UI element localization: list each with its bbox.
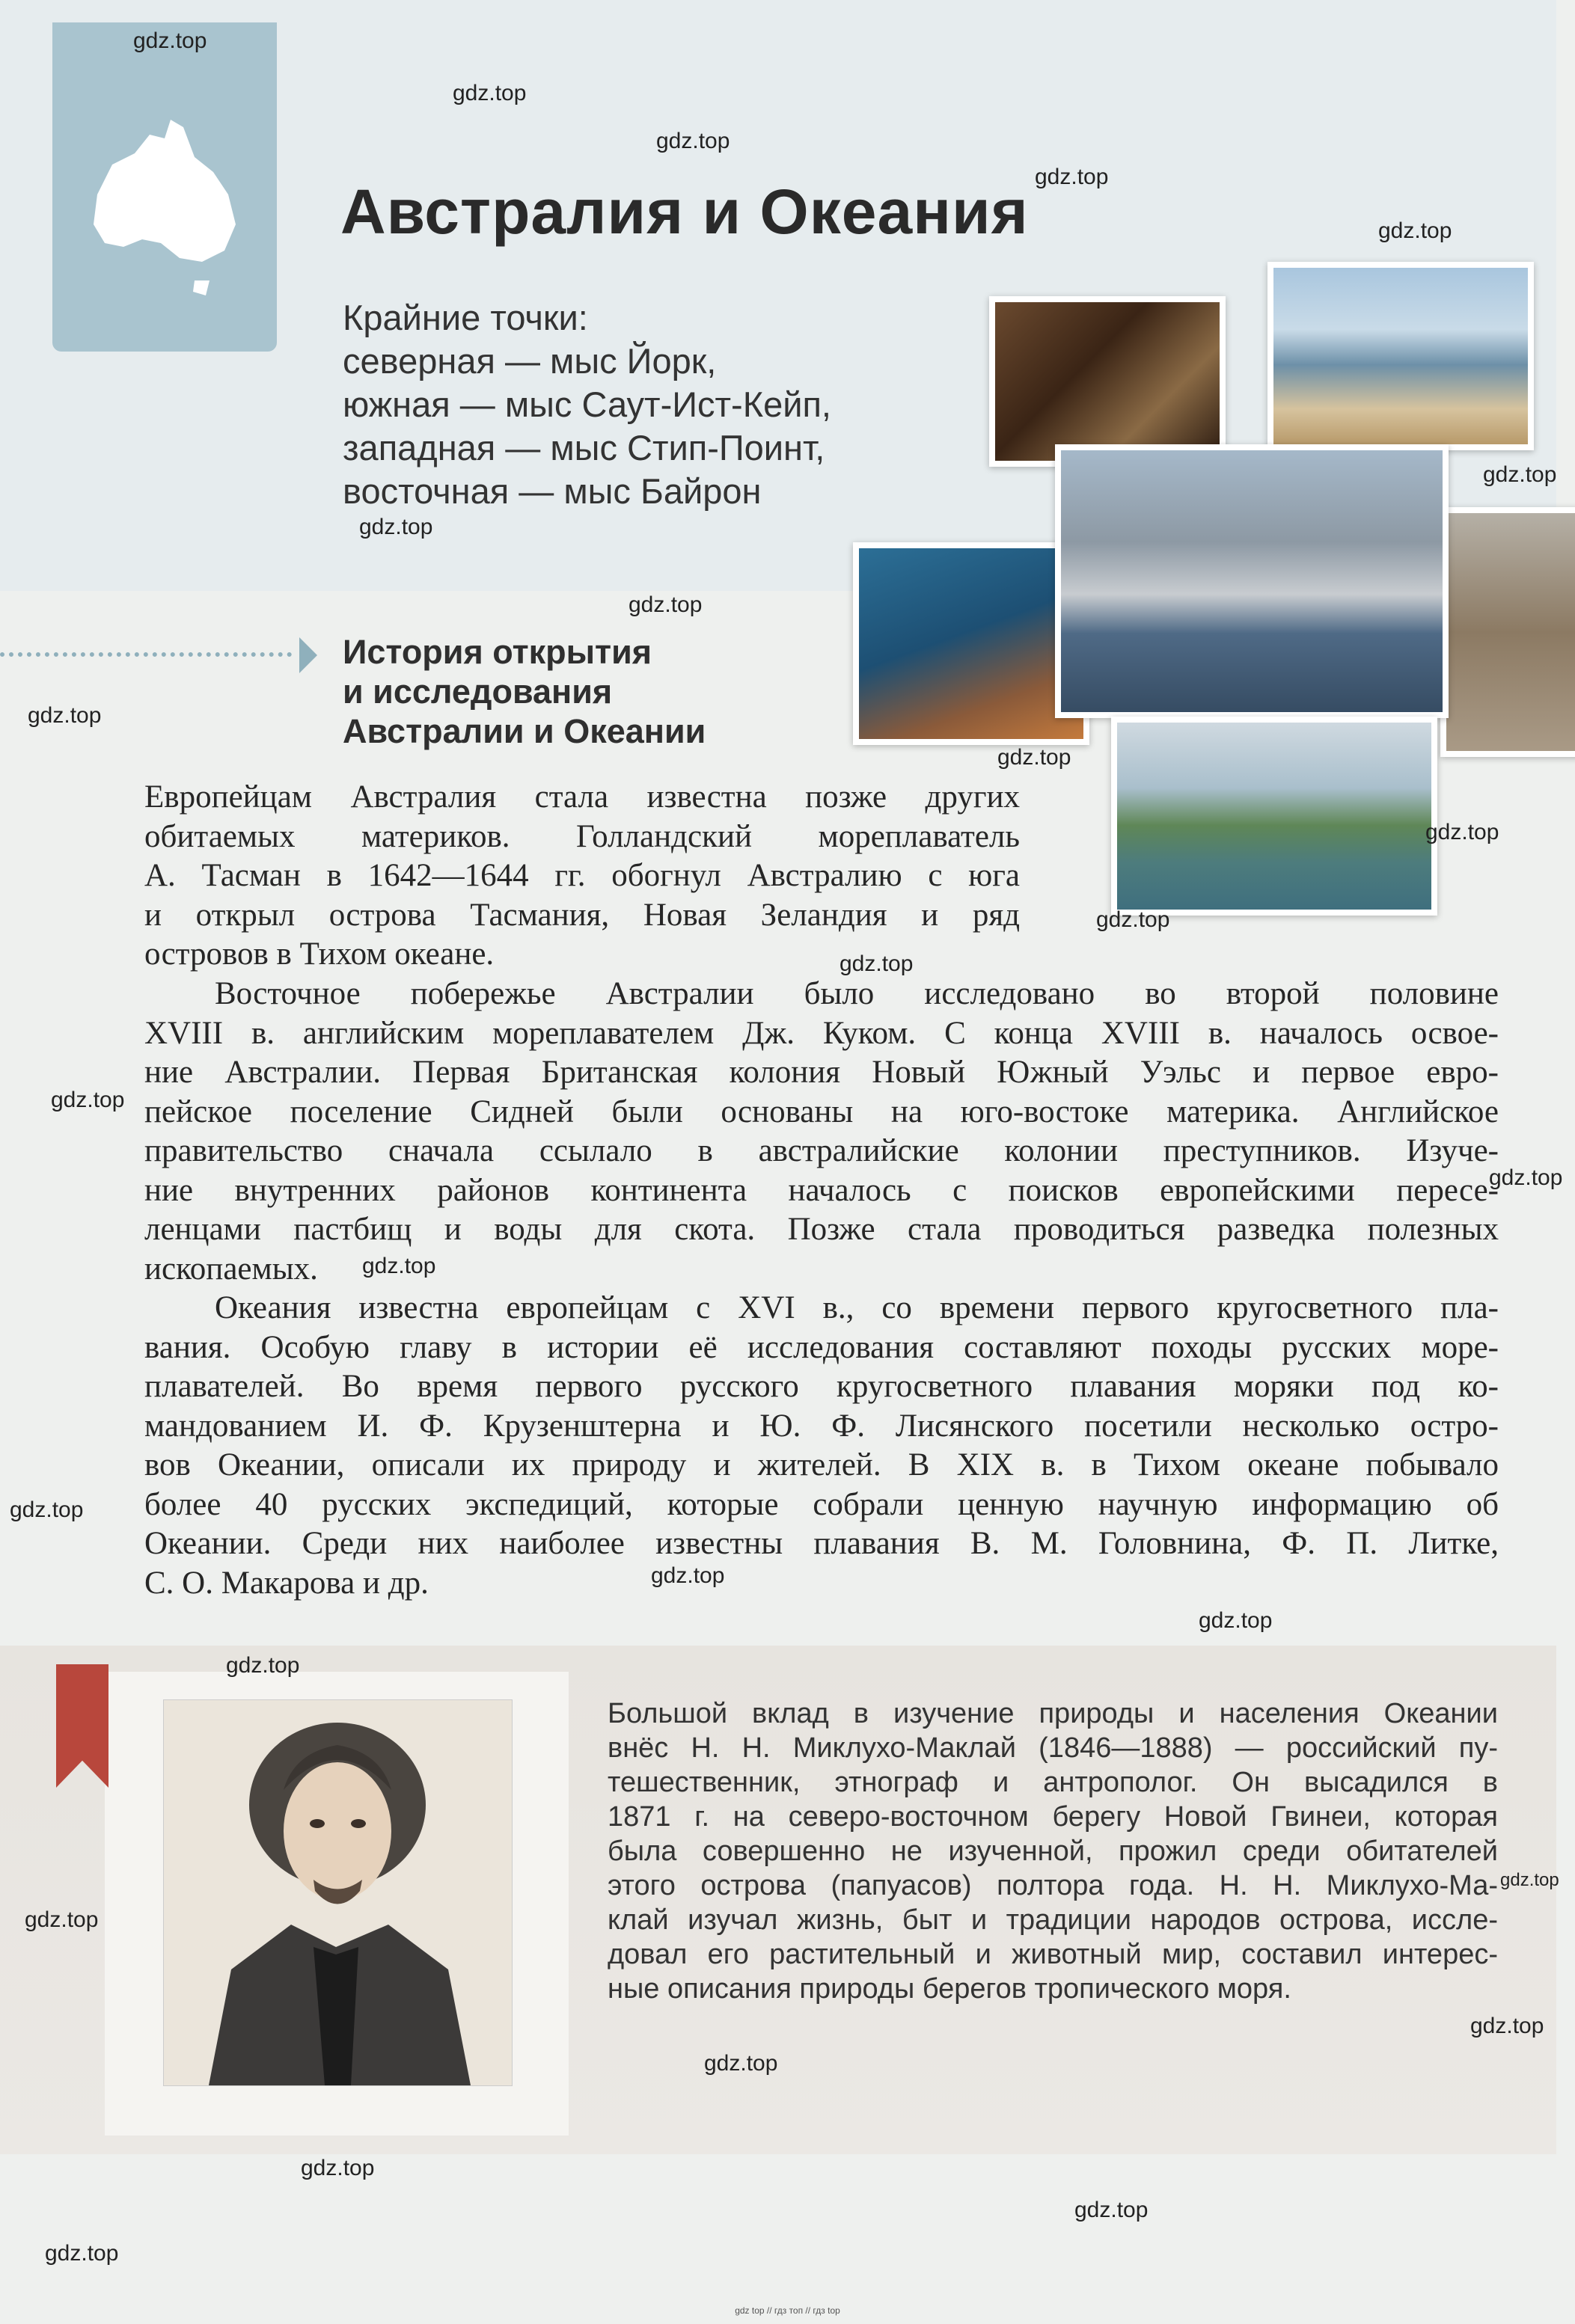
watermark: gdz.top xyxy=(51,1088,125,1112)
text-line: плавателей. Во время первого русского кругосветного плавания моряки под ко- xyxy=(144,1369,1499,1404)
text-line: тешественник, этнограф и антрополог. Он высадился в xyxy=(608,1767,1498,1798)
map-tile xyxy=(52,22,277,352)
section-arrow-icon xyxy=(299,637,317,673)
photo-sydney-harbour xyxy=(1055,444,1449,718)
watermark: gdz.top xyxy=(1425,820,1499,844)
watermark: gdz.top xyxy=(840,951,914,976)
text-line: была совершенно не изученной, прожил среди обитателей xyxy=(608,1836,1498,1867)
text-line: вания. Особую главу в истории её исследования составляют походы русских море- xyxy=(144,1329,1499,1365)
text-line: 1871 г. на северо-восточном берегу Новой Гвинеи, которая xyxy=(608,1801,1498,1833)
text-line: А. Тасман в 1642—1644 гг. обогнул Австралию с юга xyxy=(144,858,1020,893)
page-title: Австралия и Океания xyxy=(340,177,1029,247)
text-line: Океания известна европейцам с XVI в., со времени первого кругосветного пла- xyxy=(215,1290,1499,1325)
text-line: ние внутренних районов континента началось с поисков европейскими пересе- xyxy=(144,1172,1499,1208)
text-line: правительство сначала ссылало в австралийские колонии преступников. Изуче- xyxy=(144,1133,1499,1168)
section-title-line: История открытия xyxy=(343,633,652,671)
text-line: ленцами пастбищ и воды для скота. Позже стала проводиться разведка полезных xyxy=(144,1212,1499,1247)
text-line: Большой вклад в изучение природы и населения Океании xyxy=(608,1698,1498,1729)
watermark: gdz.top xyxy=(629,592,703,617)
text-line: С. О. Макарова и др. xyxy=(144,1565,429,1601)
photo-coast-rocks xyxy=(1267,262,1534,450)
photo-coral-reef xyxy=(853,542,1089,745)
watermark: gdz.top xyxy=(133,28,207,53)
text-line: этого острова (папуасов) полтора года. Н. Н. Миклухо-Ма- xyxy=(608,1870,1498,1901)
extreme-point-west: западная — мыс Стип-Поинт, xyxy=(343,428,825,467)
watermark: gdz.top xyxy=(1378,218,1452,243)
photo-islands xyxy=(1111,717,1437,916)
text-line: вов Океании, описали их природу и жителей. В XIX в. в Тихом океане побывало xyxy=(144,1447,1499,1483)
watermark: gdz.top xyxy=(651,1563,725,1588)
text-line: клай изучал жизнь, быт и традиции народов острова, иссле- xyxy=(608,1904,1498,1936)
text-line: внёс Н. Н. Миклухо-Маклай (1846—1888) — российский пу- xyxy=(608,1732,1498,1764)
portrait-sketch-icon xyxy=(164,1700,512,2085)
text-line: и открыл острова Тасмания, Новая Зеландия и ряд xyxy=(144,897,1020,933)
watermark: gdz.top xyxy=(997,745,1071,770)
bottom-note: gdz top // гдз топ // гдз top xyxy=(735,2305,840,2316)
paragraph-1 xyxy=(144,778,1020,975)
text-line: Восточное побережье Австралии было исследовано во второй половине xyxy=(215,976,1499,1011)
paragraph-3 xyxy=(144,1289,1499,1603)
watermark: gdz.top xyxy=(1489,1165,1563,1190)
text-line: мандованием И. Ф. Крузенштерна и Ю. Ф. Лисянского посетили несколько остро- xyxy=(144,1408,1499,1444)
extreme-points xyxy=(343,296,831,513)
watermark: gdz.top xyxy=(362,1254,436,1278)
watermark: gdz.top xyxy=(226,1653,300,1678)
photo-aboriginal-people xyxy=(989,296,1226,467)
watermark: gdz.top xyxy=(28,703,102,728)
text-line: довал его растительный и животный мир, составил интерес- xyxy=(608,1939,1498,1970)
text-line: XVIII в. английским мореплавателем Дж. Куком. С конца XVIII в. началось освое- xyxy=(144,1015,1499,1051)
watermark: gdz.top xyxy=(25,1907,99,1932)
text-line: обитаемых материков. Голландский мореплаватель xyxy=(144,818,1020,854)
section-dotted-line xyxy=(0,652,292,657)
watermark: gdz.top xyxy=(1500,1870,1559,1890)
text-line: ние Австралии. Первая Британская колония Новый Южный Уэльс и первое евро- xyxy=(144,1055,1499,1090)
extreme-points-heading: Крайние точки: xyxy=(343,298,588,337)
watermark: gdz.top xyxy=(704,2051,778,2076)
australia-map-icon xyxy=(82,112,247,307)
bio-text xyxy=(608,1696,1498,2006)
watermark: gdz.top xyxy=(45,2241,119,2266)
watermark: gdz.top xyxy=(1035,165,1109,189)
watermark: gdz.top xyxy=(1096,907,1170,932)
watermark: gdz.top xyxy=(301,2156,375,2180)
watermark: gdz.top xyxy=(1199,1608,1273,1633)
watermark: gdz.top xyxy=(1483,462,1557,487)
section-title-line: и исследования xyxy=(343,672,613,711)
watermark: gdz.top xyxy=(1470,2014,1544,2038)
extreme-point-south: южная — мыс Саут-Ист-Кейп, xyxy=(343,384,831,424)
watermark: gdz.top xyxy=(10,1497,84,1522)
text-line: островов в Тихом океане. xyxy=(144,936,495,972)
text-line: ные описания природы берегов тропического моря. xyxy=(608,1973,1291,2005)
extreme-point-north: северная — мыс Йорк, xyxy=(343,341,717,381)
watermark: gdz.top xyxy=(359,515,433,539)
watermark: gdz.top xyxy=(453,81,527,105)
section-title-line: Австралии и Океании xyxy=(343,712,706,750)
text-line: пейское поселение Сидней были основаны на юго-востоке материка. Английское xyxy=(144,1094,1499,1129)
text-line: ископаемых. xyxy=(144,1251,318,1287)
watermark: gdz.top xyxy=(656,129,730,153)
text-line: Океании. Среди них наиболее известны плавания В. М. Головнина, Ф. П. Литке, xyxy=(144,1526,1499,1561)
text-line: более 40 русских экспедиций, которые собрали ценную научную информацию об xyxy=(144,1486,1499,1522)
watermark: gdz.top xyxy=(1074,2198,1149,2222)
section-title xyxy=(343,632,706,751)
paragraph-2 xyxy=(144,975,1499,1289)
photo-wallaby xyxy=(1440,507,1575,757)
extreme-point-east: восточная — мыс Байрон xyxy=(343,471,762,511)
text-line: Европейцам Австралия стала известна позже других xyxy=(144,779,1020,815)
portrait-miklukho-maklai xyxy=(163,1699,513,2086)
